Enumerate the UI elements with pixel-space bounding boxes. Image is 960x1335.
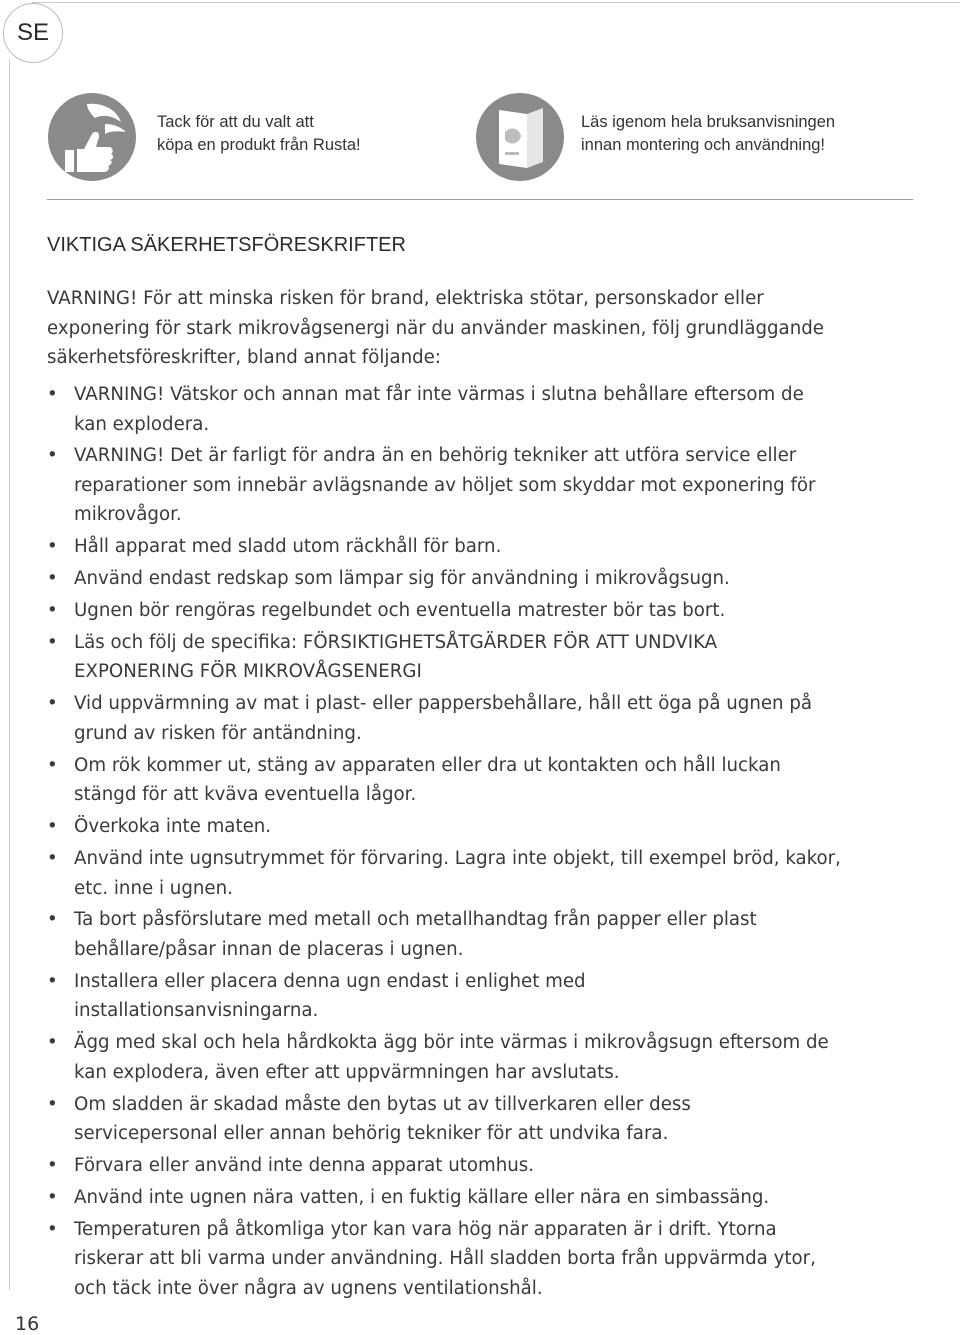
- page-number: 16: [15, 1313, 40, 1335]
- list-item: • Förvara eller använd inte denna apparat utomhus.: [47, 1151, 927, 1181]
- bullet-icon: •: [47, 1154, 58, 1176]
- page-frame-left: [9, 60, 10, 1290]
- language-badge: SE: [3, 3, 63, 63]
- bullet-icon: •: [47, 816, 58, 838]
- manual-book-icon: [475, 92, 565, 182]
- list-item: • Vid uppvärmning av mat i plast- eller pappersbehållare, håll ett öga på ugnen på grund av risken för antändning.: [47, 689, 927, 748]
- bullet-icon: •: [47, 970, 58, 992]
- bullet-icon: •: [47, 445, 58, 467]
- main-warning-paragraph: VARNING! För att minska risken för brand, elektriska stötar, personskador eller exponering för stark mikrovågsenergi när du använder maskinen, följ grundläggande säkerhetsföreskrifter, bland annat följande:: [47, 288, 824, 368]
- list-item: • Temperaturen på åtkomliga ytor kan vara hög när apparaten är i drift. Ytorna riskerar att bli varma under användning. Håll sladden borta från uppvärmda ytor, och täck inte över några av ugnens ventilationshål.: [47, 1215, 927, 1304]
- bullet-icon: •: [47, 693, 58, 715]
- list-item: • Installera eller placera denna ugn endast i enlighet med installationsanvisningarna.: [47, 967, 927, 1026]
- bullet-icon: •: [47, 384, 58, 405]
- list-item: • VARNING! Det är farligt för andra än en behörig tekniker att utföra service eller reparationer som innebär avlägsnande av höljet som skyddar mot exponering för mikrovågor.: [47, 441, 927, 530]
- list-item: • Ugnen bör rengöras regelbundet och eventuella matrester bör tas bort.: [47, 596, 927, 626]
- bullet-icon: •: [47, 1032, 58, 1054]
- list-item: • Använd endast redskap som lämpar sig för användning i mikrovågsugn.: [47, 564, 927, 594]
- list-item: • Håll apparat med sladd utom räckhåll för barn.: [47, 532, 927, 562]
- bullet-icon: •: [47, 1218, 58, 1240]
- bullet-icon: •: [47, 754, 58, 776]
- list-item: • VARNING! Vätskor och annan mat får inte värmas i slutna behållare eftersom de kan explodera.: [47, 380, 927, 439]
- bullet-icon: •: [47, 1093, 58, 1115]
- list-item: • Ägg med skal och hela hårdkokta ägg bör inte värmas i mikrovågsugn eftersom de kan explodera, även efter att uppvärmningen har avslutats.: [47, 1028, 927, 1087]
- list-item: • Använd inte ugnen nära vatten, i en fuktig källare eller nära en simbassäng.: [47, 1183, 927, 1213]
- bullet-icon: •: [47, 848, 58, 870]
- list-item: • Om rök kommer ut, stäng av apparaten eller dra ut kontakten och håll luckan stängd för att kväva eventuella lågor.: [47, 751, 927, 810]
- intro-thanks-text: Tack för att du valt att köpa en produkt från Rusta!: [157, 113, 361, 154]
- bullet-icon: •: [47, 631, 58, 653]
- bullet-icon: •: [47, 568, 58, 590]
- bullet-icon: •: [47, 600, 58, 622]
- intro-read-manual-text: Läs igenom hela bruksanvisningen innan montering och användning!: [581, 113, 836, 154]
- list-item: • Överkoka inte maten.: [47, 812, 927, 842]
- bullet-icon: •: [47, 909, 58, 931]
- list-item: • Ta bort påsförslutare med metall och metallhandtag från papper eller plast behållare/påsar innan de placeras i ugnen.: [47, 905, 927, 964]
- thumbs-up-icon: [47, 92, 137, 182]
- section-heading: VIKTIGA SÄKERHETSFÖRESKRIFTER: [47, 234, 406, 256]
- bullet-icon: •: [47, 1186, 58, 1208]
- header-divider: [47, 199, 913, 200]
- list-item: • Använd inte ugnsutrymmet för förvaring. Lagra inte objekt, till exempel bröd, kakor, etc. inne i ugnen.: [47, 844, 927, 903]
- bullet-icon: •: [47, 536, 58, 558]
- safety-instructions-list: [47, 380, 927, 1306]
- list-item: • Om sladden är skadad måste den bytas ut av tillverkaren eller dess servicepersonal eller annan behörig tekniker för att undvika fara.: [47, 1090, 927, 1149]
- page-frame-top: [32, 2, 960, 3]
- list-item: • Läs och följ de specifika: FÖRSIKTIGHETSÅTGÄRDER FÖR ATT UNDVIKA EXPONERING FÖR MIKROVÅGSENERGI: [47, 628, 927, 687]
